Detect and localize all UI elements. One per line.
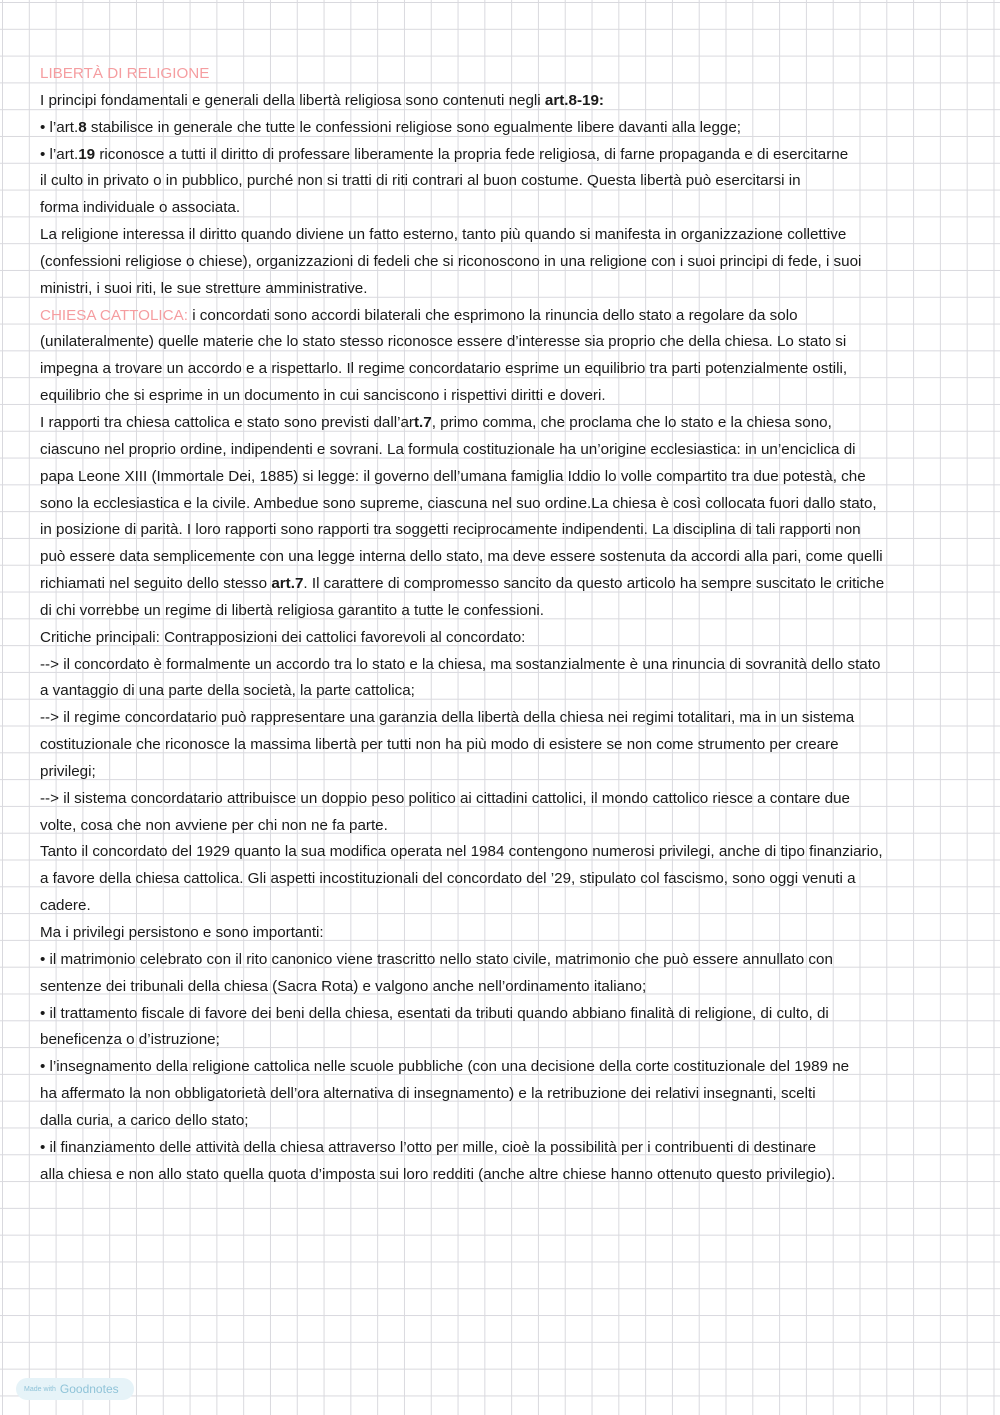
heading-chiesa-cattolica: CHIESA CATTOLICA: xyxy=(40,306,188,324)
note-page xyxy=(40,61,965,1188)
text-line: I principi fondamentali e generali della libertà religiosa sono contenuti negli art.8-19: xyxy=(40,91,604,109)
text-line: • l’art.8 stabilisce in generale che tutte le confessioni religiose sono egualmente libere davanti alla legge; xyxy=(40,118,742,136)
text-line: di chi vorrebbe un regime di libertà religiosa garantito a tutte le confessioni. xyxy=(40,601,544,619)
text-line: (confessioni religiose o chiese), organizzazioni di fedeli che si riconoscono in una religione con i suoi principi di fede, i suoi xyxy=(40,252,862,270)
text-line: dalla curia, a carico dello stato; xyxy=(40,1111,249,1129)
text-line: • il matrimonio celebrato con il rito canonico viene trascritto nello stato civile, matrimonio che può essere annullato con xyxy=(40,950,833,968)
text-line: La religione interessa il diritto quando diviene un fatto esterno, tanto più quando si manifesta in organizzazione collettive xyxy=(40,226,847,244)
text-line: privilegi; xyxy=(40,762,96,780)
text-line: costituzionale che riconosce la massima libertà per tutti non ha più modo di esistere se non come strumento per creare xyxy=(40,736,839,754)
text-line: a vantaggio di una parte della società, la parte cattolica; xyxy=(40,682,415,700)
text-line: • il trattamento fiscale di favore dei beni della chiesa, esentati da tributi quando abbiano finalità di religione, di culto, di xyxy=(40,1004,829,1022)
text-line: equilibrio che si esprime in un documento in cui sanciscono i rispettivi diritti e doveri. xyxy=(40,387,606,405)
text-line: ministri, i suoi riti, le sue stretture amministrative. xyxy=(40,279,368,297)
text-line: sono la ecclesiastica e la civile. Ambedue sono supreme, ciascuna nel suo ordine.La chiesa è così collocata fuori dallo stato, xyxy=(40,494,877,512)
text-line: I rapporti tra chiesa cattolica e stato sono previsti dall’art.7, primo comma, che proclama che lo stato e la chiesa sono, xyxy=(40,413,832,431)
badge-brand: Goodnotes xyxy=(59,1382,119,1396)
text-line: Tanto il concordato del 1929 quanto la sua modifica operata nel 1984 contengono numerosi privilegi, anche di tipo finanziario, xyxy=(40,843,883,861)
text-line: ha affermato la non obbligatorietà dell’ora alternativa di insegnamento) e la retribuzione dei relativi insegnanti, scelti xyxy=(40,1085,816,1103)
text-line: (unilateralmente) quelle materie che lo stato stesso riconosce essere d’interesse sia proprio che della chiesa. Lo stato si xyxy=(40,333,847,351)
text-line: --> il regime concordatario può rappresentare una garanzia della libertà della chiesa nei regimi totalitari, ma in un sistema xyxy=(40,709,855,727)
text-line: a favore della chiesa cattolica. Gli aspetti incostituzionali del concordato del ’29, stipulato col fascismo, sono oggi venuti a xyxy=(40,870,856,888)
text-line: alla chiesa e non allo stato quella quota d’imposta sui loro redditi (anche altre chiese hanno ottenuto questo privilegio). xyxy=(40,1165,836,1183)
text-line: impegna a trovare un accordo e a rispettarlo. Il regime concordatario esprime un equilibrio tra parti potenzialmente ostili, xyxy=(40,360,848,378)
text-line: Critiche principali: Contrapposizioni dei cattolici favorevoli al concordato: xyxy=(40,628,526,646)
text-line: • il finanziamento delle attività della chiesa attraverso l’otto per mille, cioè la possibilità per i contribuenti di destinare xyxy=(40,1138,817,1156)
text-line: sentenze dei tribunali della chiesa (Sacra Rota) e valgono anche nell’ordinamento italiano; xyxy=(40,977,647,995)
goodnotes-badge xyxy=(16,1378,134,1400)
text-line: volte, cosa che non avviene per chi non ne fa parte. xyxy=(40,816,388,834)
text-line: può essere data semplicemente con una legge interna dello stato, ma deve essere sostenuta da accordi alla pari, come quelli xyxy=(40,548,883,566)
text-line: richiamati nel seguito dello stesso art.7. Il carattere di compromesso sancito da questo articolo ha sempre suscitato le critiche xyxy=(40,575,885,593)
badge-made-with: Made with xyxy=(24,1385,56,1393)
text-line: --> il sistema concordatario attribuisce un doppio peso politico ai cittadini cattolici, il mondo cattolico riesce a contare due xyxy=(40,789,850,807)
text-line: in posizione di parità. I loro rapporti sono rapporti tra soggetti reciprocamente indipendenti. La disciplina di tali rapporti non xyxy=(40,521,861,539)
text-line: CHIESA CATTOLICA: i concordati sono accordi bilaterali che esprimono la rinuncia dello stato a regolare da solo xyxy=(40,306,798,324)
text-line: forma individuale o associata. xyxy=(40,199,241,217)
text-line: • l’insegnamento della religione cattolica nelle scuole pubbliche (con una decisione della corte costituzionale del 1989 ne xyxy=(40,1058,850,1076)
heading-liberta-religione: LIBERTÀ DI RELIGIONE xyxy=(40,65,210,82)
text-line: il culto in privato o in pubblico, purché non si tratti di riti contrari al buon costume. Questa libertà può esercitarsi in xyxy=(40,172,801,190)
text-line: beneficenza o d’istruzione; xyxy=(40,1031,220,1049)
text-line: • l’art.19 riconosce a tutti il diritto di professare liberamente la propria fede religiosa, di farne propaganda e di esercitarne xyxy=(40,145,849,163)
text-line: Ma i privilegi persistono e sono importanti: xyxy=(40,924,324,941)
text-line: papa Leone XIII (Immortale Dei, 1885) si legge: il governo dell’umana famiglia Iddio lo volle compartito tra due potestà, che xyxy=(40,467,866,485)
text-line: cadere. xyxy=(40,897,91,915)
text-line: ciascuno nel proprio ordine, indipendenti e sovrani. La formula costituzionale ha un’origine ecclesiastica: in un’enciclica di xyxy=(40,440,856,458)
text-line: --> il concordato è formalmente un accordo tra lo stato e la chiesa, ma sostanzialmente è una rinuncia di sovranità dello stato xyxy=(40,655,881,673)
